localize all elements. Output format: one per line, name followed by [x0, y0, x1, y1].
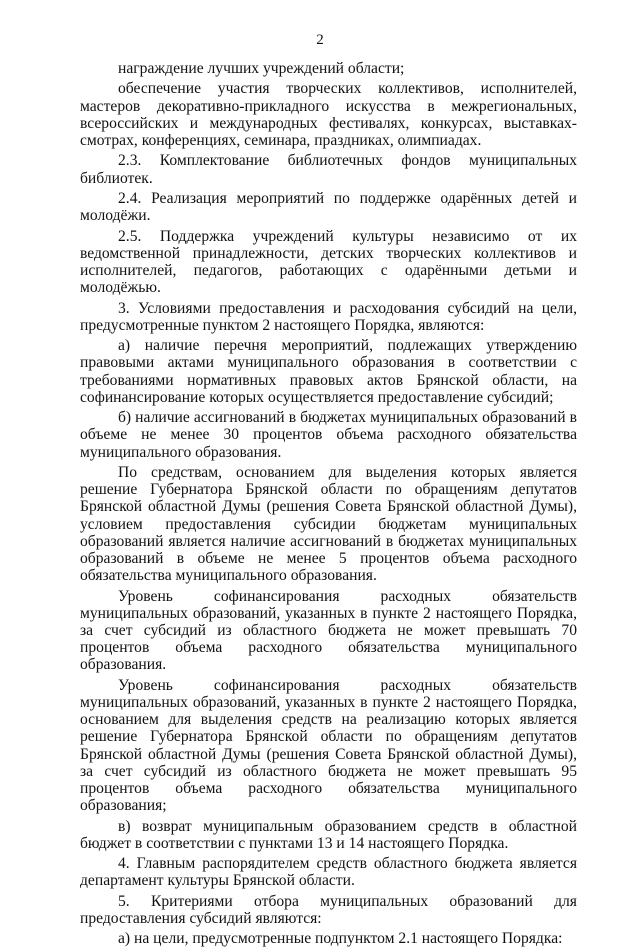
paragraph: а) на цели, предусмотренные подпунктом 2.1 настоящего Порядка: [118, 930, 563, 948]
paragraph: 2.3. Комплектование библиотечных фондов муниципальных библиотек. [80, 152, 577, 187]
paragraph: обеспечение участия творческих коллективов, исполнителей, мастеров декоративно-прикладного искусства в межрегиональных, всероссийских и международных фестивалях, конкурсах, выставках-смотрах, конференциях, семинара, праздниках, олимпиадах. [80, 80, 577, 149]
paragraph: Уровень софинансирования расходных обязательств муниципальных образований, указанных в пункте 2 настоящего Порядка, за счет субсидий из областного бюджета не может превышать 70 процентов объема расходного обязательства муниципального образования. [80, 587, 577, 674]
paragraph: 2.4. Реализация мероприятий по поддержке одарённых детей и молодёжи. [80, 189, 577, 225]
paragraph: б) наличие ассигнований в бюджетах муниципальных образований в объеме не менее 30 процентов объема расходного обязательства муниципального образования. [80, 409, 577, 461]
paragraph: 4. Главным распорядителем средств областного бюджета является департамент культуры Брянской области. [80, 855, 577, 890]
page-number: 2 [316, 32, 324, 48]
paragraph: Уровень софинансирования расходных обязательств муниципальных образований, указанных в пункте 2 настоящего Порядка, основанием для выделения средств на реализацию которых является решение Губернатора Брянской области по обращениям депутатов Брянской областной Думы (решения Совета Брянской областной Думы), за счет субсидий из областного бюджета не может превышать 95 процентов объема расходного обязательства муниципального образования; [80, 676, 577, 815]
paragraph: награждение лучших учреждений области; [118, 60, 405, 77]
paragraph: а) наличие перечня мероприятий, подлежащих утверждению правовыми актами муниципального образования в соответствии с требованиями нормативных правовых актов Брянской области, на софинансирование которых осуществляется предоставление субсидий; [80, 337, 577, 406]
paragraph: 5. Критериями отбора муниципальных образований для предоставления субсидий являются: [80, 892, 577, 927]
paragraph: По средствам, основанием для выделения которых является решение Губернатора Брянской области по обращениям депутатов Брянской областной Думы (решения Совета Брянской областной Думы), условием предоставления субсидии бюджетам муниципальных образований является наличие ассигнований в бюджетах муниципальных образований в объеме не менее 5 процентов объема расходного обязательства муниципального образования. [80, 463, 577, 585]
paragraph: в) возврат муниципальным образованием средств в областной бюджет в соответствии с пунктами 13 и 14 настоящего Порядка. [80, 817, 577, 852]
paragraph: 2.5. Поддержка учреждений культуры независимо от их ведомственной принадлежности, детских творческих коллективов и исполнителей, педагогов, работающих с одарёнными детьми и молодёжью. [80, 227, 577, 297]
paragraph: 3. Условиями предоставления и расходования субсидий на цели, предусмотренные пунктом 2 настоящего Порядка, являются: [80, 299, 577, 334]
document-body [80, 60, 577, 951]
